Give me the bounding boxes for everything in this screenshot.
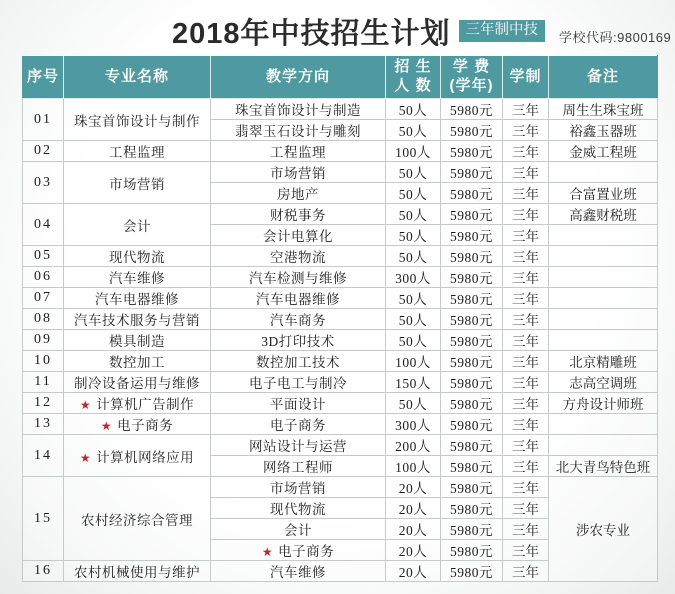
- major-name-cell: 汽车电器维修: [64, 288, 211, 309]
- fee-cell: 5980元: [441, 288, 503, 309]
- duration-cell: 三年: [503, 351, 549, 372]
- major-name-cell: ★ 计算机广告制作: [64, 393, 211, 414]
- count-cell: 50人: [386, 309, 441, 330]
- duration-cell: 三年: [503, 540, 549, 561]
- table-row: [23, 204, 658, 225]
- duration-cell: 三年: [503, 120, 549, 141]
- major-name-cell: 模具制造: [64, 330, 211, 351]
- table-header-row: [23, 56, 658, 99]
- count-cell: 50人: [386, 183, 441, 204]
- serial-cell: 04: [23, 204, 64, 246]
- program-type-badge: 三年制中技: [459, 20, 546, 42]
- duration-cell: 三年: [503, 141, 549, 162]
- remark-cell: [549, 225, 658, 246]
- serial-cell: 11: [23, 372, 64, 393]
- count-cell: 20人: [386, 477, 441, 498]
- direction-cell: 会计电算化: [211, 225, 386, 246]
- direction-cell: 网站设计与运营: [211, 435, 386, 456]
- fee-cell: 5980元: [441, 372, 503, 393]
- major-name-cell: 珠宝首饰设计与制作: [64, 99, 211, 141]
- fee-cell: 5980元: [441, 393, 503, 414]
- direction-cell: 珠宝首饰设计与制造: [211, 99, 386, 120]
- count-cell: 100人: [386, 141, 441, 162]
- column-header: 教学方向: [211, 56, 386, 99]
- count-cell: 50人: [386, 288, 441, 309]
- table-row: [23, 309, 658, 330]
- remark-cell: [549, 267, 658, 288]
- fee-cell: 5980元: [441, 204, 503, 225]
- table-row: [23, 393, 658, 414]
- fee-cell: 5980元: [441, 141, 503, 162]
- column-header: 备注: [549, 56, 658, 99]
- table-row: [23, 99, 658, 120]
- remark-cell: [549, 435, 658, 456]
- duration-cell: 三年: [503, 99, 549, 120]
- table-body: [23, 99, 658, 582]
- fee-cell: 5980元: [441, 99, 503, 120]
- count-cell: 50人: [386, 246, 441, 267]
- serial-cell: 10: [23, 351, 64, 372]
- serial-cell: 07: [23, 288, 64, 309]
- serial-cell: 08: [23, 309, 64, 330]
- remark-cell: 裕鑫玉器班: [549, 120, 658, 141]
- major-name-cell: 农村经济综合管理: [64, 477, 211, 561]
- count-cell: 50人: [386, 162, 441, 183]
- duration-cell: 三年: [503, 183, 549, 204]
- duration-cell: 三年: [503, 162, 549, 183]
- page-header: [0, 11, 675, 51]
- key-major-star-icon: ★: [79, 450, 92, 465]
- major-name-cell: 制冷设备运用与维修: [64, 372, 211, 393]
- fee-cell: 5980元: [441, 477, 503, 498]
- fee-cell: 5980元: [441, 246, 503, 267]
- column-header: 学制: [503, 56, 549, 99]
- count-cell: 200人: [386, 435, 441, 456]
- serial-cell: 06: [23, 267, 64, 288]
- serial-cell: 12: [23, 393, 64, 414]
- count-cell: 100人: [386, 456, 441, 477]
- school-code: 学校代码:9800169: [559, 29, 672, 45]
- major-name-cell: ★ 电子商务: [64, 414, 211, 435]
- table-row: [23, 162, 658, 183]
- duration-cell: 三年: [503, 477, 549, 498]
- duration-cell: 三年: [503, 561, 549, 582]
- direction-cell: 汽车商务: [211, 309, 386, 330]
- direction-cell: 空港物流: [211, 246, 386, 267]
- duration-cell: 三年: [503, 309, 549, 330]
- major-name-cell: 会计: [64, 204, 211, 246]
- remark-cell: 高鑫财税班: [549, 204, 658, 225]
- direction-cell: ★ 电子商务: [211, 540, 386, 561]
- column-header: 招 生 人 数: [386, 56, 441, 99]
- serial-cell: 03: [23, 162, 64, 204]
- duration-cell: 三年: [503, 435, 549, 456]
- duration-cell: 三年: [503, 267, 549, 288]
- direction-cell: 汽车维修: [211, 561, 386, 582]
- remark-cell: [549, 162, 658, 183]
- remark-cell: [549, 414, 658, 435]
- direction-cell: 平面设计: [211, 393, 386, 414]
- serial-cell: 16: [23, 561, 64, 582]
- table-row: [23, 372, 658, 393]
- duration-cell: 三年: [503, 393, 549, 414]
- direction-cell: 电子商务: [211, 414, 386, 435]
- fee-cell: 5980元: [441, 456, 503, 477]
- serial-cell: 14: [23, 435, 64, 477]
- remark-cell: [549, 330, 658, 351]
- fee-cell: 5980元: [441, 414, 503, 435]
- table-row: [23, 246, 658, 267]
- table-row: [23, 267, 658, 288]
- fee-cell: 5980元: [441, 519, 503, 540]
- direction-cell: 现代物流: [211, 498, 386, 519]
- remark-cell: [549, 309, 658, 330]
- direction-cell: 翡翠玉石设计与雕刻: [211, 120, 386, 141]
- remark-cell: 北大青鸟特色班: [549, 456, 658, 477]
- fee-cell: 5980元: [441, 330, 503, 351]
- table-row: [23, 141, 658, 162]
- fee-cell: 5980元: [441, 225, 503, 246]
- direction-cell: 市场营销: [211, 477, 386, 498]
- major-name-cell: 市场营销: [64, 162, 211, 204]
- remark-cell: [549, 288, 658, 309]
- fee-cell: 5980元: [441, 540, 503, 561]
- duration-cell: 三年: [503, 372, 549, 393]
- serial-cell: 15: [23, 477, 64, 561]
- direction-cell: 汽车检测与维修: [211, 267, 386, 288]
- table-row: [23, 414, 658, 435]
- direction-cell: 工程监理: [211, 141, 386, 162]
- serial-cell: 13: [23, 414, 64, 435]
- major-name-cell: 现代物流: [64, 246, 211, 267]
- duration-cell: 三年: [503, 225, 549, 246]
- count-cell: 20人: [386, 519, 441, 540]
- duration-cell: 三年: [503, 204, 549, 225]
- serial-cell: 02: [23, 141, 64, 162]
- serial-cell: 01: [23, 99, 64, 141]
- remark-cell: 金威工程班: [549, 141, 658, 162]
- fee-cell: 5980元: [441, 162, 503, 183]
- major-name-cell: 汽车技术服务与营销: [64, 309, 211, 330]
- duration-cell: 三年: [503, 498, 549, 519]
- table-row: [23, 330, 658, 351]
- count-cell: 300人: [386, 267, 441, 288]
- remark-cell: 北京精雕班: [549, 351, 658, 372]
- fee-cell: 5980元: [441, 351, 503, 372]
- table-row: [23, 288, 658, 309]
- key-major-star-icon: ★: [79, 398, 92, 412]
- remark-cell: 周生生珠宝班: [549, 99, 658, 120]
- direction-cell: 数控加工技术: [211, 351, 386, 372]
- count-cell: 50人: [386, 204, 441, 225]
- remark-cell: 方舟设计师班: [549, 393, 658, 414]
- fee-cell: 5980元: [441, 267, 503, 288]
- major-name-cell: ★ 计算机网络应用: [64, 435, 211, 477]
- duration-cell: 三年: [503, 456, 549, 477]
- direction-cell: 3D打印技术: [211, 330, 386, 351]
- direction-cell: 会计: [211, 519, 386, 540]
- major-name-cell: 农村机械使用与维护: [64, 561, 211, 582]
- remark-cell: 志高空调班: [549, 372, 658, 393]
- duration-cell: 三年: [503, 330, 549, 351]
- count-cell: 20人: [386, 498, 441, 519]
- count-cell: 50人: [386, 120, 441, 141]
- duration-cell: 三年: [503, 414, 549, 435]
- direction-cell: 汽车电器维修: [211, 288, 386, 309]
- enrollment-table: [22, 55, 658, 582]
- key-major-star-icon: ★: [100, 419, 113, 433]
- duration-cell: 三年: [503, 288, 549, 309]
- duration-cell: 三年: [503, 519, 549, 540]
- column-header: 专业名称: [64, 56, 211, 99]
- column-header: 学 费 (学年): [441, 56, 503, 99]
- serial-cell: 09: [23, 330, 64, 351]
- enrollment-table-container: [22, 55, 658, 582]
- column-header: 序号: [23, 56, 64, 99]
- count-cell: 20人: [386, 540, 441, 561]
- remark-cell: 合富置业班: [549, 183, 658, 204]
- table-row: [23, 477, 658, 498]
- count-cell: 150人: [386, 372, 441, 393]
- count-cell: 50人: [386, 393, 441, 414]
- fee-cell: 5980元: [441, 183, 503, 204]
- direction-cell: 房地产: [211, 183, 386, 204]
- major-name-cell: 工程监理: [64, 141, 211, 162]
- count-cell: 20人: [386, 561, 441, 582]
- table-row: [23, 435, 658, 456]
- remark-cell: [549, 246, 658, 267]
- table-row: [23, 351, 658, 372]
- fee-cell: 5980元: [441, 435, 503, 456]
- key-major-star-icon: ★: [261, 545, 274, 559]
- major-name-cell: 数控加工: [64, 351, 211, 372]
- fee-cell: 5980元: [441, 309, 503, 330]
- direction-cell: 电子电工与制冷: [211, 372, 386, 393]
- count-cell: 100人: [386, 351, 441, 372]
- duration-cell: 三年: [503, 246, 549, 267]
- major-name-cell: 汽车维修: [64, 267, 211, 288]
- fee-cell: 5980元: [441, 561, 503, 582]
- direction-cell: 网络工程师: [211, 456, 386, 477]
- page-title: 2018年中技招生计划: [172, 17, 451, 50]
- count-cell: 50人: [386, 330, 441, 351]
- remark-cell: 涉农专业: [549, 477, 658, 582]
- fee-cell: 5980元: [441, 498, 503, 519]
- count-cell: 300人: [386, 414, 441, 435]
- count-cell: 50人: [386, 225, 441, 246]
- fee-cell: 5980元: [441, 120, 503, 141]
- serial-cell: 05: [23, 246, 64, 267]
- direction-cell: 财税事务: [211, 204, 386, 225]
- count-cell: 50人: [386, 99, 441, 120]
- direction-cell: 市场营销: [211, 162, 386, 183]
